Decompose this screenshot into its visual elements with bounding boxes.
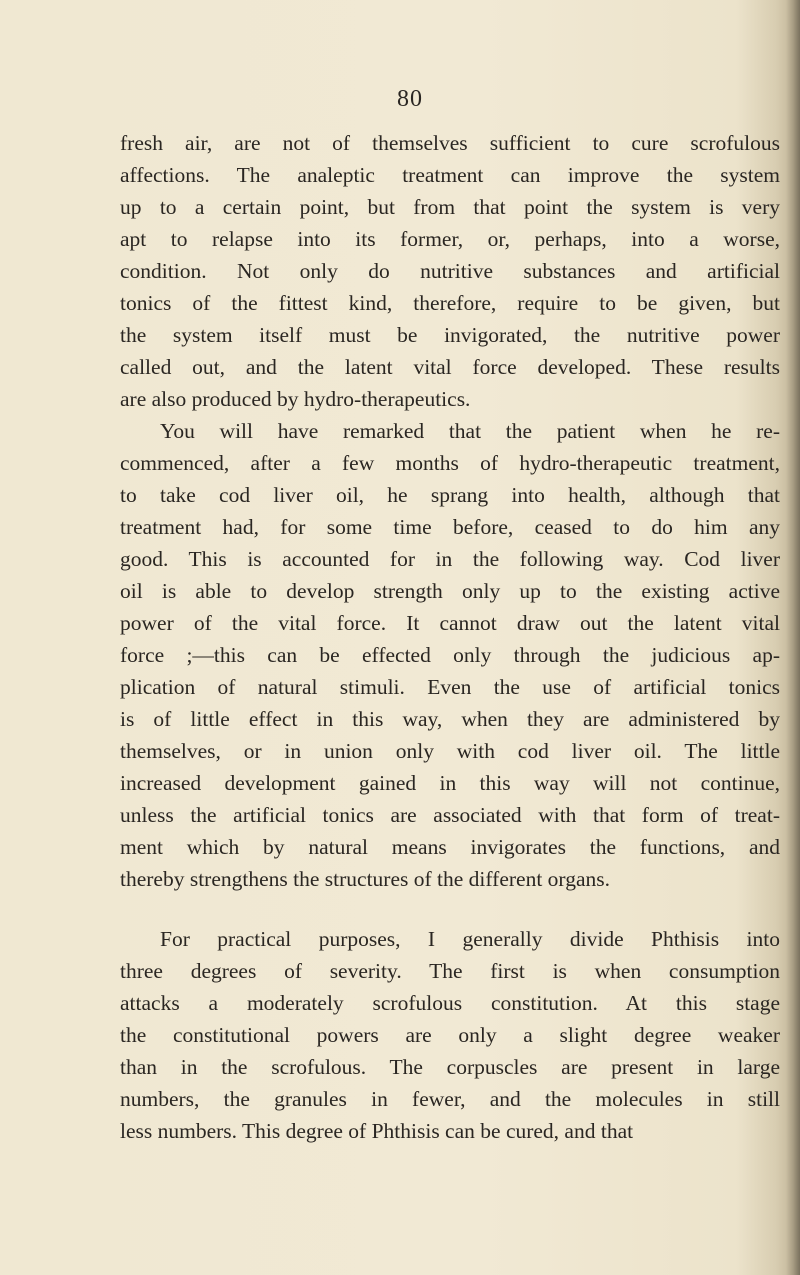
text-line: attacks a moderately scrofulous constitution. At this stage [120,991,780,1015]
text-line: unless the artificial tonics are associated with that form of treat- [120,803,780,827]
paragraph-3 [120,923,780,1147]
text-line: is of little effect in this way, when they are administered by [120,707,780,731]
text-line: treatment had, for some time before, ceased to do him any [120,515,780,539]
page-edge-shadow [786,0,800,1275]
text-line: three degrees of severity. The first is when consumption [120,959,780,983]
page-number: 80 [397,86,423,112]
text-line: less numbers. This degree of Phthisis can be cured, and that [120,1119,634,1143]
text-line: numbers, the granules in fewer, and the molecules in still [120,1087,780,1111]
text-line: apt to relapse into its former, or, perhaps, into a worse, [120,227,780,251]
text-line: than in the scrofulous. The corpuscles are present in large [120,1055,780,1079]
text-line: condition. Not only do nutritive substances and artificial [120,259,780,283]
text-line: For practical purposes, I generally divide Phthisis into [160,927,780,951]
text-line: affections. The analeptic treatment can improve the system [120,163,780,187]
text-line: force ;—this can be effected only through the judicious ap- [120,643,780,667]
text-line: fresh air, are not of themselves sufficient to cure scrofulous [120,131,780,155]
text-line: are also produced by hydro-therapeutics. [120,387,471,411]
text-line: the constitutional powers are only a slight degree weaker [120,1023,780,1047]
text-line: good. This is accounted for in the following way. Cod liver [120,547,780,571]
text-line: plication of natural stimuli. Even the use of artificial tonics [120,675,780,699]
text-line: tonics of the fittest kind, therefore, require to be given, but [120,291,780,315]
body-text [120,127,780,1147]
text-line: up to a certain point, but from that point the system is very [120,195,780,219]
text-line: the system itself must be invigorated, the nutritive power [120,323,780,347]
text-line: to take cod liver oil, he sprang into health, although that [120,483,780,507]
text-line: increased development gained in this way will not continue, [120,771,780,795]
text-line: ment which by natural means invigorates the functions, and [120,835,780,859]
text-line: You will have remarked that the patient when he re- [160,419,780,443]
paragraph-spacer [120,895,780,923]
text-line: thereby strengthens the structures of the different organs. [120,867,610,891]
text-line: power of the vital force. It cannot draw out the latent vital [120,611,780,635]
text-line: called out, and the latent vital force developed. These results [120,355,780,379]
text-line: themselves, or in union only with cod liver oil. The little [120,739,780,763]
paragraph-1 [120,127,780,415]
paragraph-2 [120,415,780,895]
text-line: oil is able to develop strength only up to the existing active [120,579,780,603]
text-line: commenced, after a few months of hydro-therapeutic treatment, [120,451,780,475]
